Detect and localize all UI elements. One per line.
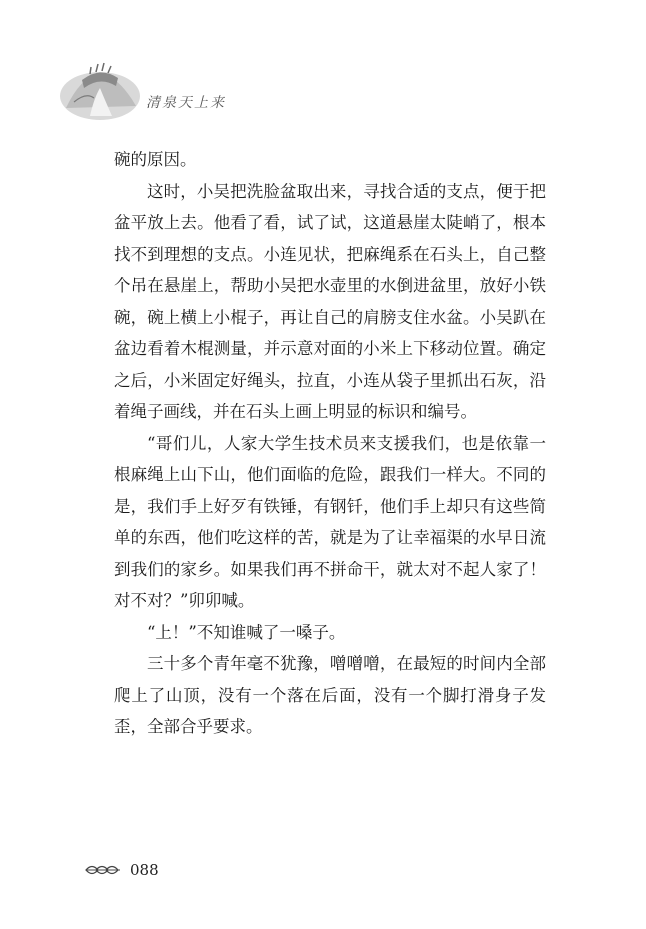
page-number: 088	[130, 861, 159, 879]
paragraph: 碗的原因。	[114, 150, 197, 169]
paragraph: “上！”不知谁喊了一嗓子。	[147, 622, 346, 642]
mountain-canal-illustration	[60, 58, 142, 120]
leaf-ornament-icon	[84, 861, 122, 879]
running-title: 清泉天上来	[146, 95, 226, 111]
body-text	[114, 144, 546, 743]
page-footer	[84, 858, 159, 882]
paragraph: 这时，小吴把洗脸盆取出来，寻找合适的支点，便于把盆平放上去。他看了看，试了试，这道悬崖太陡峭了，根本找不到理想的支点。小连见状，把麻绳系在石头上，自己整个吊在悬崖上，帮助小吴把水壶里的水倒进盆里，放好小铁碗，碗上横上小棍子，再让自己的肩膀支住水盆。小吴趴在盆边看着木棍测量，并示意对面的小米上下移动位置。确定之后，小米固定好绳头，拉直，小连从袋子里抓出石灰，沿着绳子画线，并在石头上画上明显的标识和编号。	[114, 181, 546, 421]
paragraph: 三十多个青年毫不犹豫，噌噌噌，在最短的时间内全部爬上了山顶，没有一个落在后面，没有一个脚打滑身子发歪，全部合乎要求。	[114, 654, 546, 736]
paragraph: “哥们儿，人家大学生技术员来支援我们，也是依靠一根麻绳上山下山，他们面临的危险，跟我们一样大。不同的是，我们手上好歹有铁锤，有钢钎，他们手上却只有这些简单的东西，他们吃这样的苦，就是为了让幸福渠的水早日流到我们的家乡。如果我们再不拼命干，就太对不起人家了！对不对？”卯卯喊。	[114, 433, 546, 610]
running-header	[60, 58, 360, 120]
